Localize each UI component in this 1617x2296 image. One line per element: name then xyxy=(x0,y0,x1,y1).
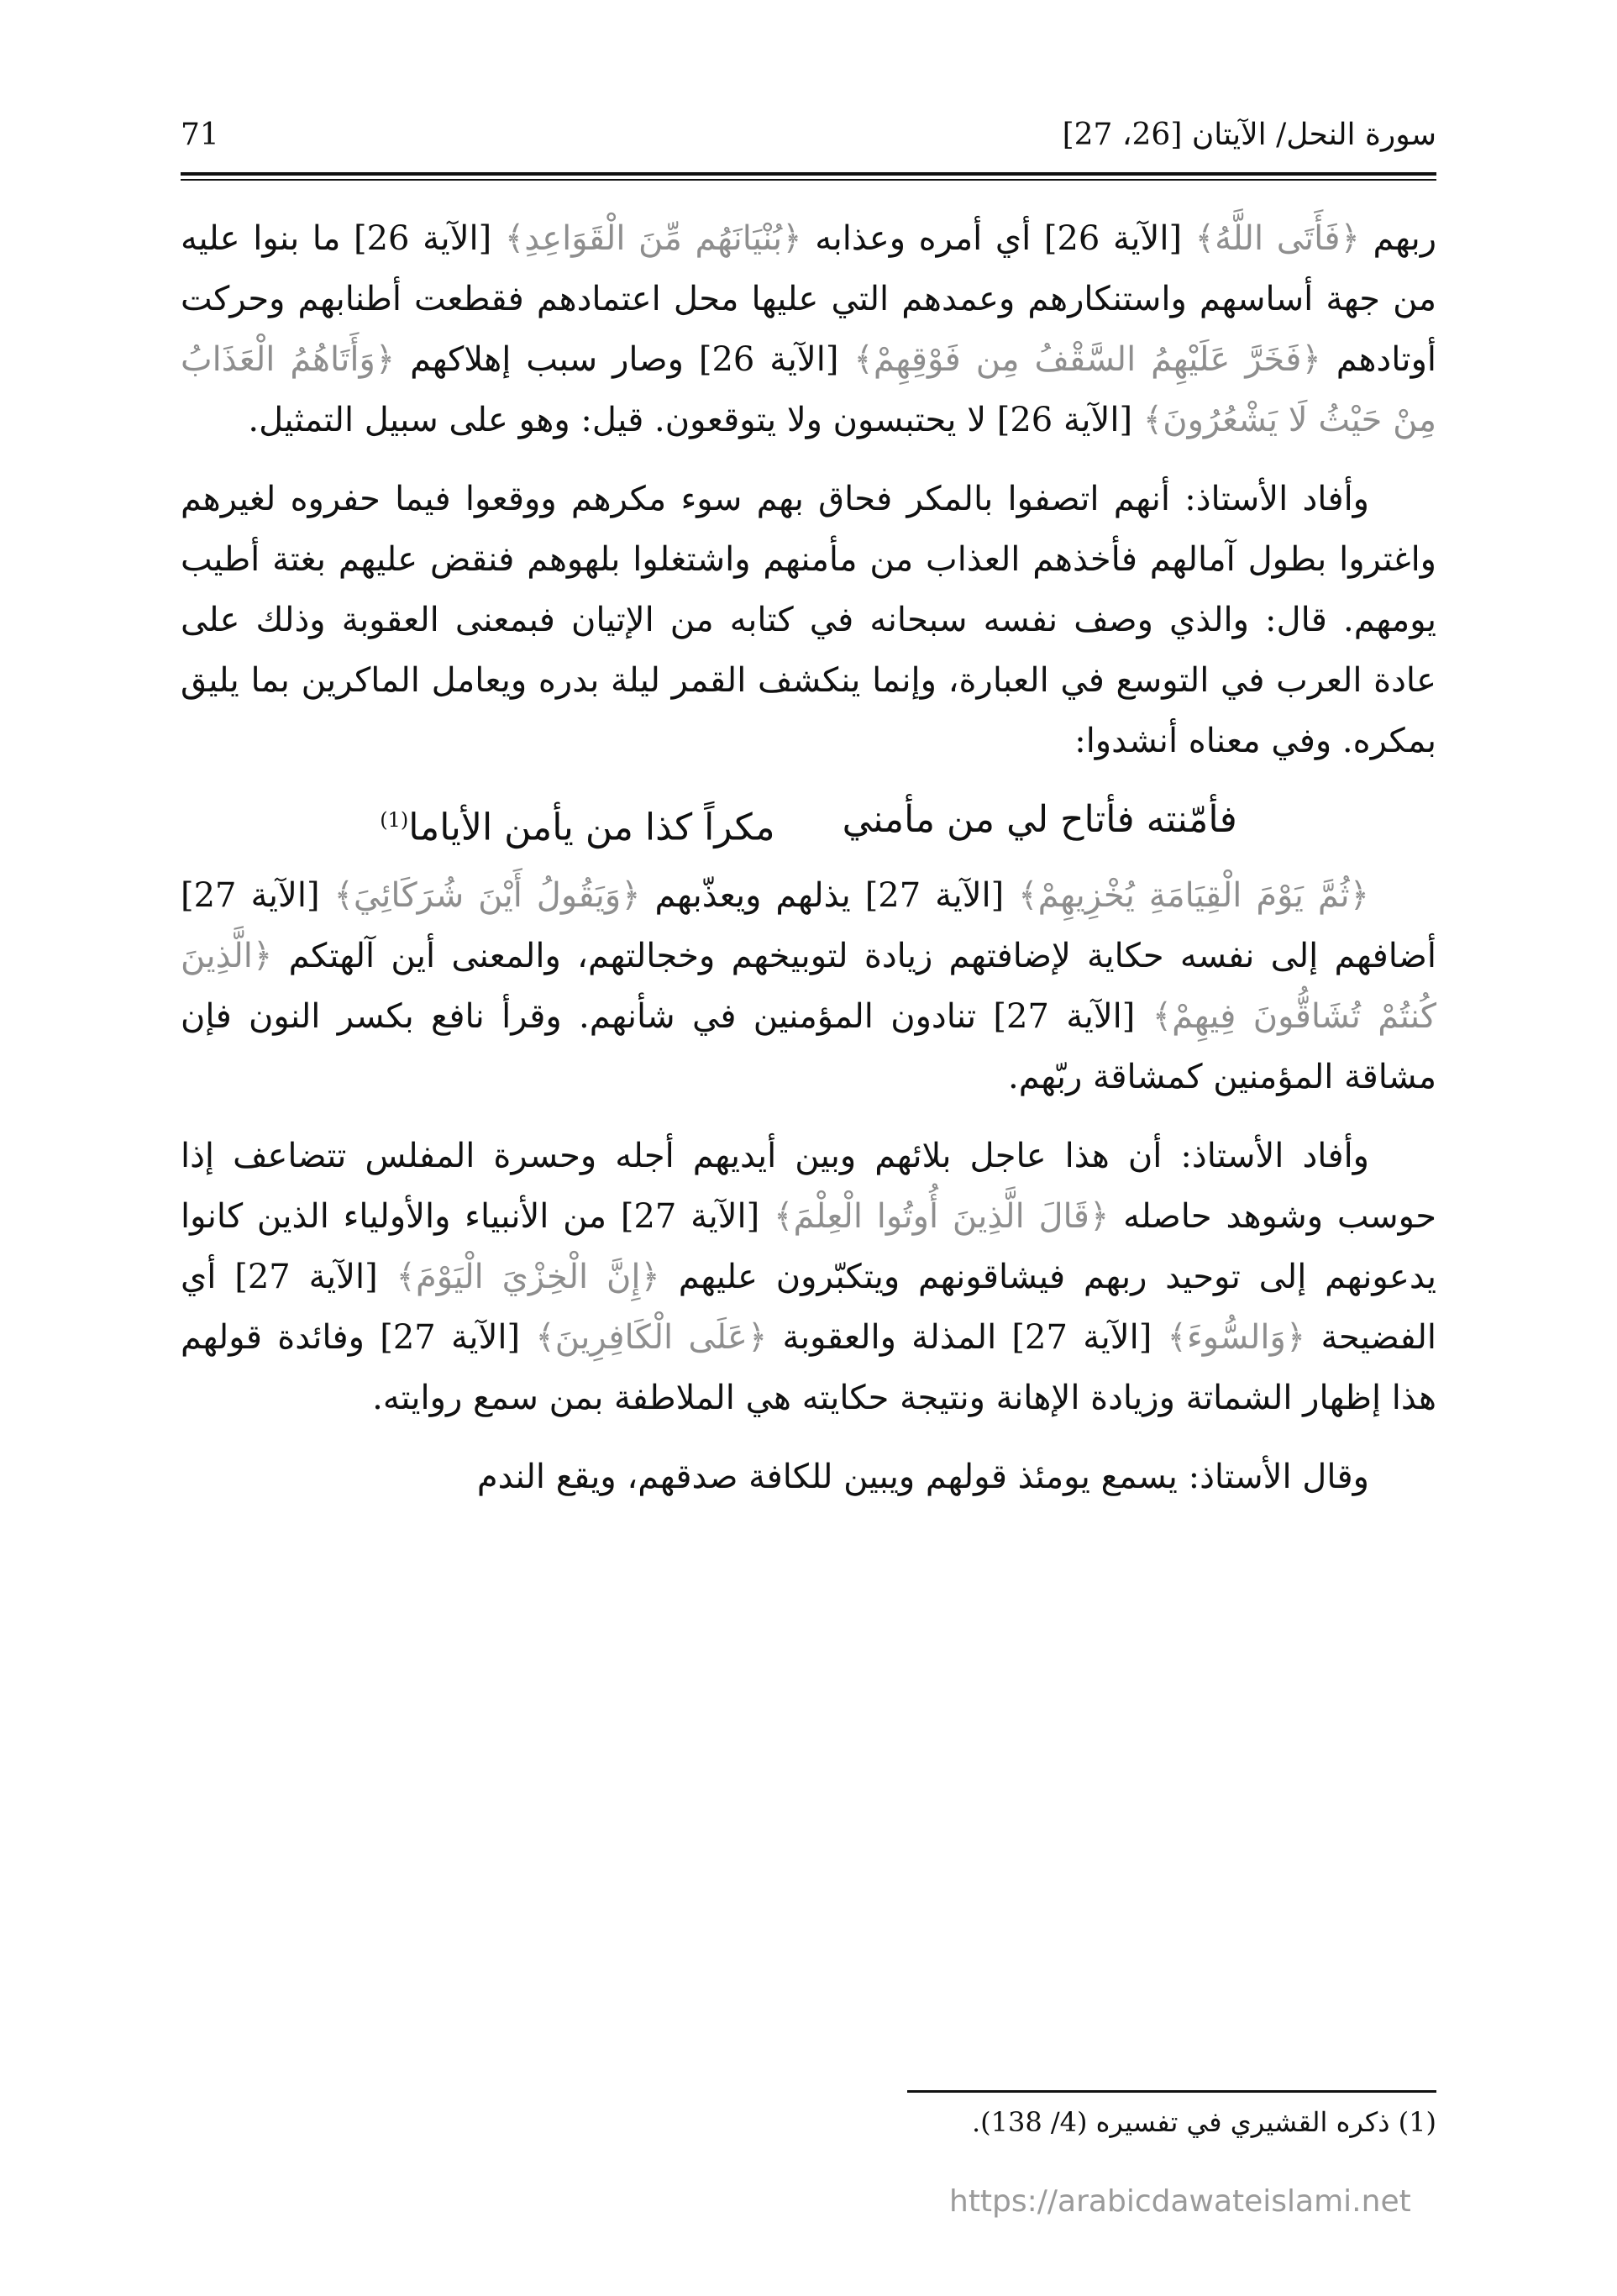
footnote xyxy=(840,2100,1436,2144)
paragraph: وأفاد الأستاذ: أنهم اتصفوا بالمكر فحاق بهم سوء مكرهم ووقعوا فيما حفروه لغيرهم واغتروا بطول آمالهم فأخذهم العذاب من مأمنهم واشتغلوا بلهوهم فنقض عليهم بغتة أطيب يومهم. قال: والذي وصف نفسه سبحانه في كتابه من الإتيان فبمعنى العقوبة وذلك على عادة العرب في التوسع في العبارة، وإنما ينكشف القمر ليلة بدره ويعامل الماكرين بما يليق بمكره. وفي معناه أنشدوا: xyxy=(181,480,1436,760)
text-run: [الآية 26] لا يحتبسون ولا يتوقعون. قيل: وهو على سبيل التمثيل. xyxy=(248,401,1143,439)
text-run: ربهم xyxy=(1359,219,1437,258)
verse-hemistich-first: فأمّنته فأتاح لي من مأمني xyxy=(842,798,1237,841)
footnote-text: ذكره القشيري في تفسيره (4/ 138). xyxy=(971,2106,1399,2138)
quran-quote: ﴿بُنْيَانَهُم مِّنَ الْقَوَاعِدِ﴾ xyxy=(504,219,802,258)
text-run: وأفاد الأستاذ: أن هذا عاجل بلائهم وبين أيديهم أجله وحسرة المفلس تتضاعف إذا حوسب وشوهد حاصله xyxy=(181,1136,1436,1236)
quran-quote: ﴿وَيَقُولُ أَيْنَ شُرَكَائِيَ﴾ xyxy=(333,875,641,915)
paragraph xyxy=(181,1126,1436,1428)
quran-quote: ﴿فَأَتَى اللَّهُ﴾ xyxy=(1194,219,1360,258)
running-title: سورة النحل/ الآيتان [26، 27] xyxy=(1062,118,1436,152)
text-run: [الآية 26] وصار سبب إهلاكهم xyxy=(395,340,854,379)
text-run: [الآية 27] المذلة والعقوبة xyxy=(767,1317,1168,1357)
text-run: [الآية 26] ما بنوا عليه من جهة أساسهم واستنكارهم وعمدهم التي عليها محل اعتمادهم فقطعت أطنابهم وحركت أوتادهم xyxy=(181,219,1436,379)
quran-quote: ﴿عَلَى الْكَافِرِينَ﴾ xyxy=(535,1317,768,1357)
text-run: [الآية 27] وفائدة قولهم هذا إظهار الشماتة وزيادة الإهانة ونتيجة حكايته هي الملاطفة بمن سمع روايته. xyxy=(181,1317,1436,1417)
header-rule-thin xyxy=(181,179,1436,181)
hemistich-text: مكراً كذا من يأمن الأياما xyxy=(408,806,775,849)
quran-quote: ﴿ثُمَّ يَوْمَ الْقِيَامَةِ يُخْزِيهِمْ﴾ xyxy=(1018,875,1370,915)
page-header xyxy=(181,118,1436,168)
text-run: [الآية 27] تنادون المؤمنين في شأنهم. وقرأ نافع بكسر النون فإن مشاقة المؤمنين كمشاقة ربّهم. xyxy=(181,996,1436,1096)
watermark-url: https://arabicdawateislami.net xyxy=(949,2184,1411,2219)
page-number: 71 xyxy=(181,118,219,152)
quran-quote: ﴿إِنَّ الْخِزْيَ الْيَوْمَ﴾ xyxy=(396,1257,660,1296)
text-run: [الآية 26] أي أمره وعذابه xyxy=(801,219,1195,258)
footnote-marker: (1) xyxy=(380,808,409,832)
footnote-rule xyxy=(907,2090,1436,2093)
text-run: [الآية 27] أضافهم إلى نفسه حكاية لإضافتهم زيادة لتوبيخهم وخجالتهم، والمعنى أين آلهتكم xyxy=(181,875,1436,975)
paragraph xyxy=(181,208,1436,450)
quran-quote: ﴿الَّذِينَ كُنتُمْ تُشَاقُّونَ فِيهِمْ﴾ xyxy=(181,936,1436,1036)
verse-hemistich-second xyxy=(380,790,774,859)
paragraph: وقال الأستاذ: يسمع يومئذ قولهم ويبين للكافة صدقهم، ويقع الندم xyxy=(476,1457,1369,1496)
text-run: [الآية 27] أي الفضيحة xyxy=(181,1257,1437,1357)
quran-quote: ﴿قَالَ الَّذِينَ أُوتُوا الْعِلْمَ﴾ xyxy=(774,1196,1110,1236)
body-text xyxy=(181,208,1436,1507)
quran-quote: ﴿فَخَرَّ عَلَيْهِمُ السَّقْفُ مِن فَوْقِهِمْ﴾ xyxy=(853,340,1321,379)
poetry-verse xyxy=(181,790,1436,859)
header-rule xyxy=(181,172,1436,176)
quran-quote: ﴿وَأَتَاهُمُ الْعَذَابُ مِنْ حَيْثُ لَا يَشْعُرُونَ﴾ xyxy=(181,340,1436,439)
text-run: [الآية 27] يذلهم ويعذّبهم xyxy=(640,875,1019,915)
paragraph xyxy=(181,865,1436,1107)
quran-quote: ﴿وَالسُّوءَ﴾ xyxy=(1167,1317,1306,1357)
text-run: [الآية 27] من الأنبياء والأولياء الذين كانوا يدعونهم إلى توحيد ربهم فيشاقونهم ويتكبّرون عليهم xyxy=(181,1196,1436,1296)
footnote-number: (1) xyxy=(1398,2106,1436,2138)
